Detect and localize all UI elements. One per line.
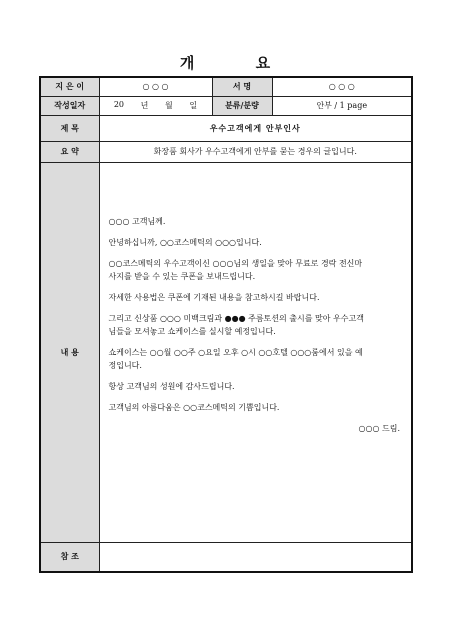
- subject-value[interactable]: 우수고객에게 안부인사: [99, 115, 412, 141]
- date-label: 작성일자: [40, 96, 99, 115]
- author-label: 지 은 이: [40, 77, 99, 96]
- date-row: [40, 96, 412, 115]
- signature-label: 서 명: [212, 77, 272, 96]
- content-intro: 안녕하십니까, ○○코스메틱의 ○○○입니다.: [108, 237, 262, 247]
- subject-row: [40, 115, 412, 141]
- content-row: [40, 162, 412, 542]
- date-year-unit: 년: [140, 101, 149, 110]
- content-paragraph-closing: 고객님의 아름다움은 ○○코스메틱의 기쁨입니다.: [108, 402, 280, 412]
- category-value[interactable]: 안부 / 1 page: [272, 96, 412, 115]
- date-year: 20: [113, 100, 124, 109]
- content-paragraph-schedule-2: 정입니다.: [108, 360, 142, 370]
- content-paragraph-thanks: 항상 고객님의 성원에 감사드립니다.: [108, 381, 235, 391]
- author-value[interactable]: ○ ○ ○: [99, 77, 212, 96]
- summary-label: 요 약: [40, 141, 99, 162]
- content-paragraph-showcase-1: 그리고 신상품 ○○○ 미백크림과 ●●● 주름토션의 출시를 맞아 우수고객: [108, 313, 364, 323]
- date-value[interactable]: [99, 96, 212, 115]
- reference-value[interactable]: [99, 542, 412, 572]
- content-label: 내 용: [40, 162, 99, 542]
- content-paragraph-showcase-2: 님들을 모셔놓고 쇼케이스를 실시할 예정입니다.: [108, 326, 276, 336]
- content-paragraph-usage: 자세한 사용법은 쿠폰에 기재된 내용을 참고하시길 바랍니다.: [108, 292, 320, 302]
- author-row: [40, 77, 412, 96]
- content-signature: ○○○ 드림.: [358, 423, 400, 433]
- summary-row: [40, 141, 412, 162]
- signature-value[interactable]: ○ ○ ○: [272, 77, 412, 96]
- summary-value[interactable]: 화장품 회사가 우수고객에게 안부를 묻는 경우의 글입니다.: [99, 141, 412, 162]
- content-paragraph-schedule-1: 쇼케이스는 ○○월 ○○주 ○요일 오후 ○시 ○○호텔 ○○○룸에서 있을 예: [108, 347, 363, 357]
- subject-label: 제 목: [40, 115, 99, 141]
- date-month-unit: 월: [165, 101, 173, 110]
- content-paragraph-coupon-2: 사지를 받을 수 있는 쿠폰을 보내드립니다.: [108, 271, 256, 281]
- reference-row: [40, 542, 412, 572]
- reference-label: 참 조: [40, 542, 99, 572]
- content-greeting: ○○○ 고객님께.: [108, 216, 166, 226]
- date-day-unit: 일: [189, 101, 198, 110]
- content-body[interactable]: [99, 162, 412, 542]
- page-title: 개 요: [179, 54, 299, 72]
- category-label: 분류/분량: [212, 96, 272, 115]
- document-form-table: [39, 76, 413, 573]
- content-paragraph-coupon-1: ○○코스메틱의 우수고객이신 ○○○님의 생일을 맞아 무료로 경락 전신마: [108, 258, 363, 268]
